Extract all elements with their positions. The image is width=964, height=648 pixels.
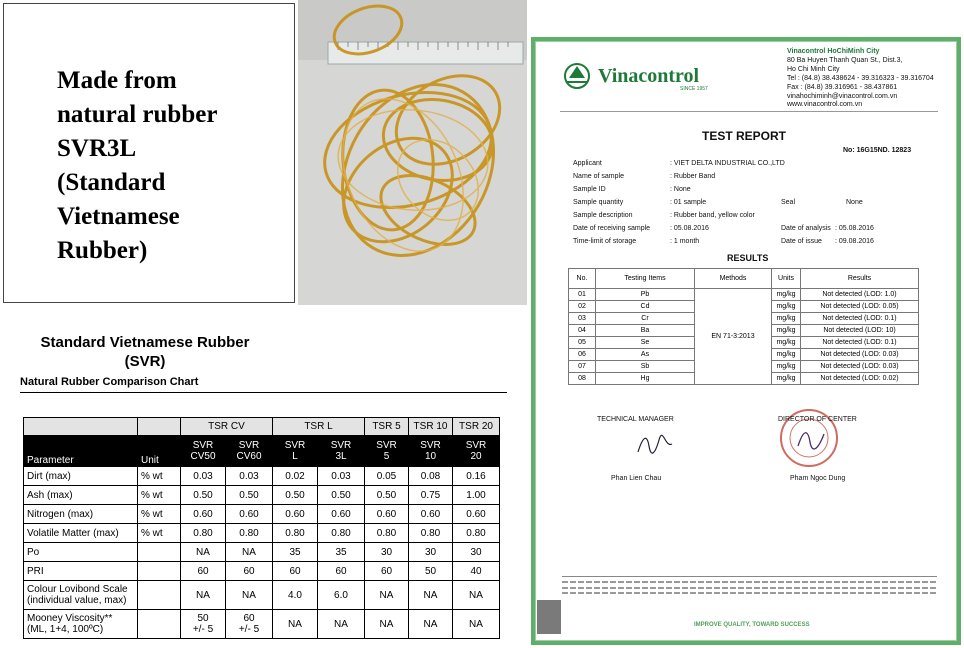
- org-email: vinahochiminh@vinacontrol.com.vn: [787, 93, 898, 100]
- results-table: [568, 268, 919, 385]
- unit-cell: % wt: [138, 486, 181, 505]
- value-cell: 0.08: [409, 467, 453, 486]
- unit-cell: [138, 581, 181, 610]
- results-no: 02: [569, 301, 596, 313]
- value-cell: 30: [409, 543, 453, 562]
- results-method: EN 71-3:2013: [695, 289, 772, 385]
- info-label: Sample quantity: [573, 199, 624, 206]
- value-cell: 1.00: [453, 486, 500, 505]
- svr-table-row: [24, 562, 500, 581]
- value-cell: 60 +/- 5: [226, 610, 273, 639]
- results-value: Not detected (LOD: 0.1): [801, 313, 919, 325]
- results-header: Units: [772, 269, 801, 289]
- results-unit: mg/kg: [772, 337, 801, 349]
- results-no: 04: [569, 325, 596, 337]
- results-header: Testing Items: [596, 269, 695, 289]
- grade-header: SVR CV60: [226, 436, 273, 467]
- info-value: : 01 sample: [670, 199, 707, 206]
- unit-cell: [138, 562, 181, 581]
- grade-header: SVR 10: [409, 436, 453, 467]
- results-unit: mg/kg: [772, 301, 801, 313]
- unit-cell: % wt: [138, 524, 181, 543]
- parameter-header: Parameter: [24, 436, 138, 467]
- value-cell: 0.50: [181, 486, 226, 505]
- info-label: Date of receiving sample: [573, 225, 651, 232]
- value-cell: 0.80: [365, 524, 409, 543]
- parameter-cell: Mooney Viscosity** (ML, 1+4, 100ºC): [24, 610, 138, 639]
- grade-header: SVR 5: [365, 436, 409, 467]
- results-title: RESULTS: [727, 253, 769, 263]
- tech-manager-name: Phan Lien Chau: [611, 475, 662, 482]
- value-cell: 0.50: [318, 486, 365, 505]
- rubber-band-image: [298, 0, 527, 305]
- value-cell: 0.80: [318, 524, 365, 543]
- results-header: No.: [569, 269, 596, 289]
- grade-header-row: [24, 436, 500, 467]
- results-item: Cd: [596, 301, 695, 313]
- director-name: Pham Ngoc Dung: [790, 475, 846, 482]
- value-cell: NA: [226, 543, 273, 562]
- value-cell: 35: [273, 543, 318, 562]
- value-cell: 0.80: [453, 524, 500, 543]
- results-value: Not detected (LOD: 10): [801, 325, 919, 337]
- parameter-cell: Nitrogen (max): [24, 505, 138, 524]
- results-unit: mg/kg: [772, 349, 801, 361]
- parameter-cell: Volatile Matter (max): [24, 524, 138, 543]
- results-no: 03: [569, 313, 596, 325]
- unit-cell: [138, 610, 181, 639]
- value-cell: 60: [318, 562, 365, 581]
- results-value: Not detected (LOD: 0.03): [801, 349, 919, 361]
- vinacontrol-brand: Vinacontrol: [598, 65, 700, 87]
- parameter-cell: Dirt (max): [24, 467, 138, 486]
- results-item: Pb: [596, 289, 695, 301]
- svr-table-row: [24, 610, 500, 639]
- org-website: www.vinacontrol.com.vn: [787, 101, 863, 108]
- header-divider: [560, 111, 938, 112]
- value-cell: NA: [181, 543, 226, 562]
- results-header: Results: [801, 269, 919, 289]
- value-cell: 0.60: [318, 505, 365, 524]
- svr-table-body: [24, 467, 500, 639]
- made-from-text: Made from natural rubber SVR3L (Standard Vietnamese Rubber): [57, 67, 218, 264]
- info-label: Time-limit of storage: [573, 238, 637, 245]
- unit-cell: % wt: [138, 505, 181, 524]
- info-value: : None: [670, 186, 691, 193]
- results-no: 01: [569, 289, 596, 301]
- results-unit: mg/kg: [772, 289, 801, 301]
- svr-chart-subtitle: Natural Rubber Comparison Chart: [20, 376, 199, 388]
- value-cell: 30: [453, 543, 500, 562]
- value-cell: 40: [453, 562, 500, 581]
- value-cell: 0.03: [318, 467, 365, 486]
- director-title: DIRECTOR OF CENTER: [778, 416, 857, 423]
- value-cell: 0.60: [409, 505, 453, 524]
- org-address-line2: Ho Chi Minh City: [787, 66, 840, 73]
- info-value: : Rubber band, yellow color: [670, 212, 755, 219]
- info-label: Sample description: [573, 212, 633, 219]
- footer-slogan: IMPROVE QUALITY, TOWARD SUCCESS: [694, 622, 810, 628]
- rubber-band-photo: [298, 0, 527, 305]
- results-row: [569, 289, 919, 301]
- value-cell: 0.75: [409, 486, 453, 505]
- results-value: Not detected (LOD: 1.0): [801, 289, 919, 301]
- value-cell: 60: [273, 562, 318, 581]
- certification-badge-icon: [537, 600, 561, 634]
- group-header: TSR CV: [181, 418, 273, 436]
- value-cell: NA: [318, 610, 365, 639]
- parameter-cell: Ash (max): [24, 486, 138, 505]
- parameter-cell: Colour Lovibond Scale (individual value, max): [24, 581, 138, 610]
- value-cell: 0.60: [365, 505, 409, 524]
- org-fax: Fax : (84.8) 39.316961 - 38.437861: [787, 84, 898, 91]
- parameter-cell: PRI: [24, 562, 138, 581]
- value-cell: 35: [318, 543, 365, 562]
- value-cell: 0.03: [226, 467, 273, 486]
- unit-cell: % wt: [138, 467, 181, 486]
- footnote-area: [562, 576, 937, 599]
- value-cell: 0.50: [273, 486, 318, 505]
- value-cell: 0.03: [181, 467, 226, 486]
- grade-header: SVR 20: [453, 436, 500, 467]
- grade-header: SVR L: [273, 436, 318, 467]
- svr-table-row: [24, 486, 500, 505]
- vinacontrol-logo-icon: [563, 60, 603, 92]
- results-no: 07: [569, 361, 596, 373]
- value-cell: NA: [365, 610, 409, 639]
- svr-table-row: [24, 543, 500, 562]
- info-value: : Rubber Band: [670, 173, 716, 180]
- value-cell: NA: [273, 610, 318, 639]
- value-cell: NA: [181, 581, 226, 610]
- info-value: : VIET DELTA INDUSTRIAL CO.,LTD: [670, 160, 785, 167]
- value-cell: 0.80: [409, 524, 453, 543]
- results-table-body: [569, 289, 919, 385]
- value-cell: NA: [365, 581, 409, 610]
- org-tel: Tel : (84.8) 38.438624 - 39.316323 - 39.316704: [787, 75, 934, 82]
- group-header: TSR 5: [365, 418, 409, 436]
- value-cell: 0.16: [453, 467, 500, 486]
- analysis-date-value: : 05.08.2016: [835, 225, 874, 232]
- value-cell: 0.80: [226, 524, 273, 543]
- results-no: 06: [569, 349, 596, 361]
- value-cell: 6.0: [318, 581, 365, 610]
- results-no: 08: [569, 373, 596, 385]
- svr-chart-title: Standard Vietnamese Rubber (SVR): [40, 334, 250, 370]
- results-value: Not detected (LOD: 0.03): [801, 361, 919, 373]
- value-cell: 60: [181, 562, 226, 581]
- results-item: As: [596, 349, 695, 361]
- svr-comparison-table: [23, 417, 500, 639]
- results-value: Not detected (LOD: 0.02): [801, 373, 919, 385]
- results-item: Ba: [596, 325, 695, 337]
- svr-table-row: [24, 581, 500, 610]
- results-header: Methods: [695, 269, 772, 289]
- value-cell: 30: [365, 543, 409, 562]
- group-header: TSR L: [273, 418, 365, 436]
- svr-table-row: [24, 524, 500, 543]
- info-value: : 1 month: [670, 238, 700, 245]
- unit-header: Unit: [138, 436, 181, 467]
- results-item: Sb: [596, 361, 695, 373]
- results-unit: mg/kg: [772, 313, 801, 325]
- parameter-cell: Po: [24, 543, 138, 562]
- results-item: Se: [596, 337, 695, 349]
- value-cell: 0.50: [226, 486, 273, 505]
- results-unit: mg/kg: [772, 325, 801, 337]
- value-cell: 50: [409, 562, 453, 581]
- group-header-row: [24, 418, 500, 436]
- value-cell: 0.60: [181, 505, 226, 524]
- value-cell: 0.60: [453, 505, 500, 524]
- grade-header: SVR 3L: [318, 436, 365, 467]
- value-cell: NA: [453, 581, 500, 610]
- grade-header: SVR CV50: [181, 436, 226, 467]
- value-cell: NA: [409, 610, 453, 639]
- value-cell: NA: [409, 581, 453, 610]
- svr-table-row: [24, 467, 500, 486]
- value-cell: 60: [365, 562, 409, 581]
- value-cell: 0.05: [365, 467, 409, 486]
- issue-date-value: : 09.08.2016: [835, 238, 874, 245]
- results-value: Not detected (LOD: 0.05): [801, 301, 919, 313]
- results-item: Cr: [596, 313, 695, 325]
- issue-date-label: Date of issue: [781, 238, 822, 245]
- value-cell: NA: [453, 610, 500, 639]
- value-cell: 0.80: [181, 524, 226, 543]
- brand-since: SINCE 1957: [680, 86, 708, 92]
- svr-table-row: [24, 505, 500, 524]
- value-cell: 0.50: [365, 486, 409, 505]
- group-header: TSR 10: [409, 418, 453, 436]
- results-header-row: [569, 269, 919, 289]
- value-cell: 50 +/- 5: [181, 610, 226, 639]
- info-value: : 05.08.2016: [670, 225, 709, 232]
- divider: [20, 392, 507, 393]
- seal-value: None: [846, 199, 863, 206]
- value-cell: 0.60: [273, 505, 318, 524]
- results-unit: mg/kg: [772, 373, 801, 385]
- value-cell: 0.60: [226, 505, 273, 524]
- value-cell: 0.80: [273, 524, 318, 543]
- results-value: Not detected (LOD: 0.1): [801, 337, 919, 349]
- value-cell: 60: [226, 562, 273, 581]
- value-cell: 4.0: [273, 581, 318, 610]
- report-title: TEST REPORT: [702, 129, 787, 143]
- info-label: Name of sample: [573, 173, 624, 180]
- org-address-line1: 80 Ba Huyen Thanh Quan St., Dist.3,: [787, 57, 903, 64]
- info-label: Sample ID: [573, 186, 606, 193]
- info-label: Applicant: [573, 160, 602, 167]
- group-header: TSR 20: [453, 418, 500, 436]
- results-no: 05: [569, 337, 596, 349]
- tech-manager-title: TECHNICAL MANAGER: [597, 416, 674, 423]
- results-unit: mg/kg: [772, 361, 801, 373]
- seal-label: Seal: [781, 199, 796, 206]
- analysis-date-label: Date of analysis: [781, 225, 831, 232]
- value-cell: 0.02: [273, 467, 318, 486]
- tech-manager-signature-icon: [635, 432, 675, 458]
- org-name: Vinacontrol HoChiMinh City: [787, 48, 880, 55]
- report-number: No: 16G15ND. 12823: [843, 147, 912, 154]
- results-item: Hg: [596, 373, 695, 385]
- unit-cell: [138, 543, 181, 562]
- value-cell: NA: [226, 581, 273, 610]
